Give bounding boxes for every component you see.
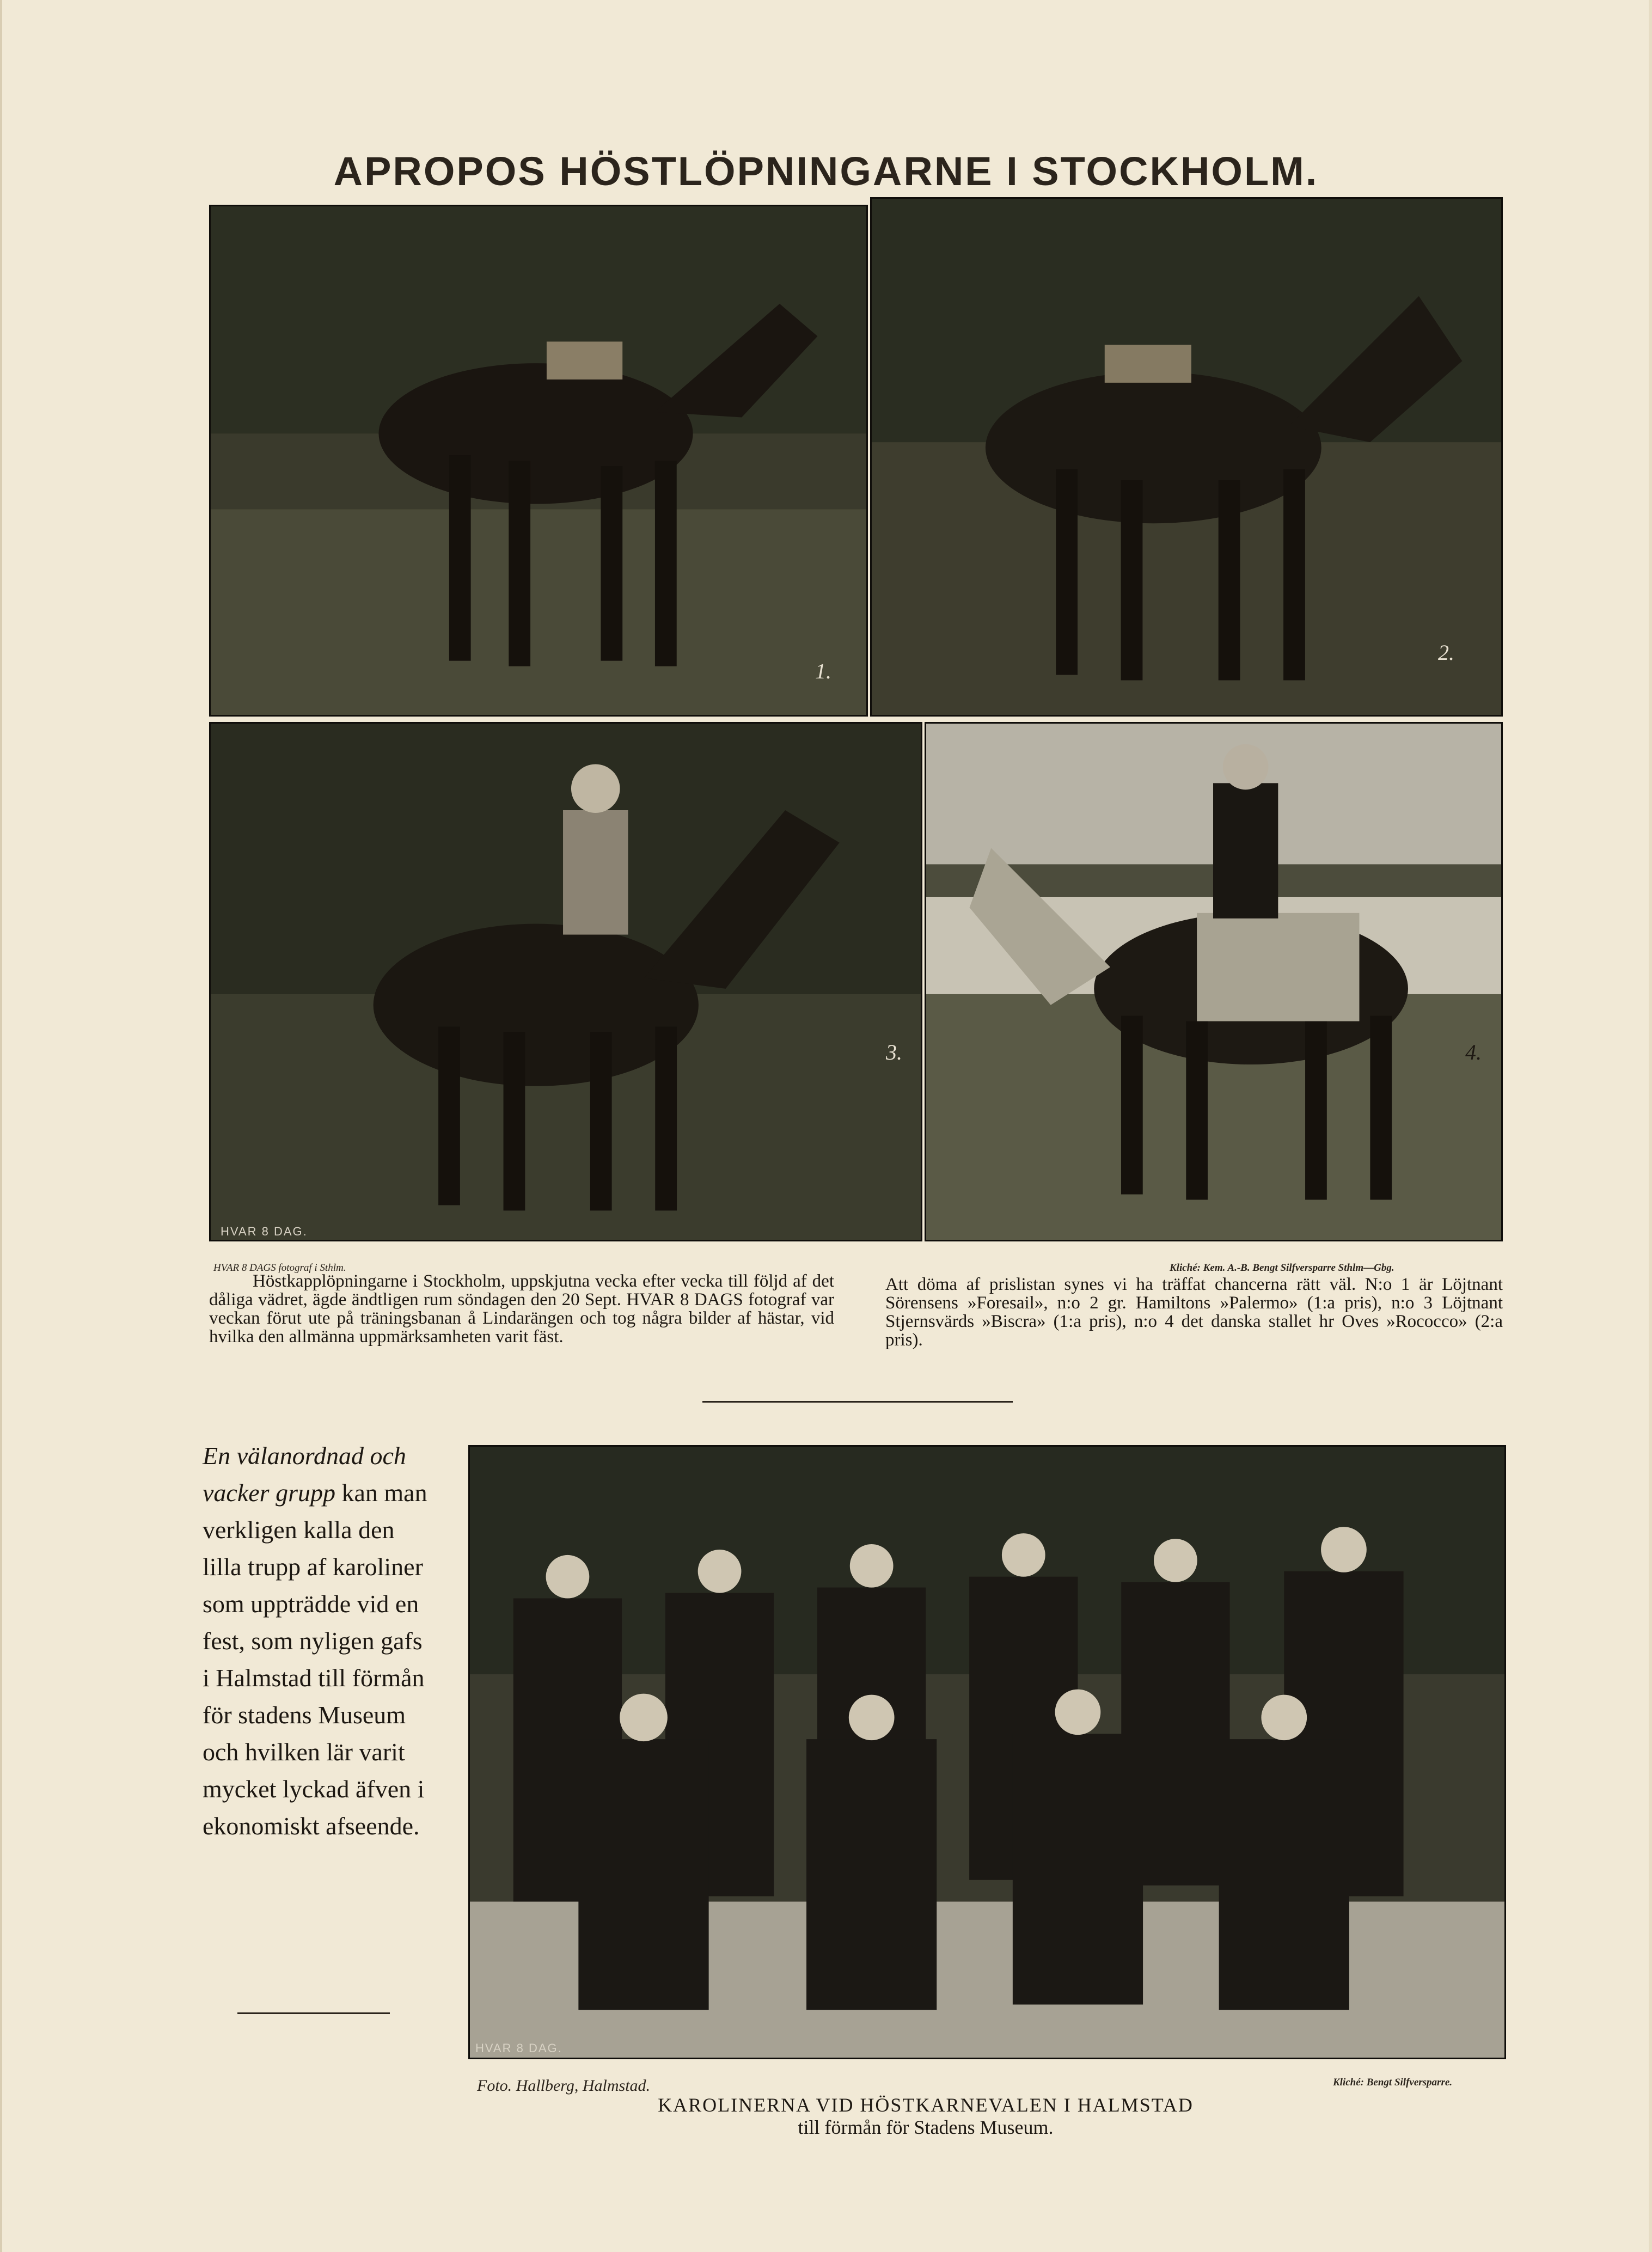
horse-3-illustration: [211, 724, 921, 1240]
section-divider: [702, 1401, 1013, 1403]
photo-number-4: 4.: [1465, 1040, 1482, 1064]
group-photo-cliche: Kliché: Bengt Silfversparre.: [1333, 2077, 1453, 2088]
credit-cliche: Kliché: Kem. A.-B. Bengt Silfversparre Sthlm—Gbg.: [1170, 1262, 1394, 1274]
photo-horse-1: [209, 205, 868, 717]
side-article: [203, 1437, 429, 1845]
credit-photographer: HVAR 8 DAGS fotograf i Sthlm.: [213, 1262, 346, 1274]
page-title: APROPOS HÖSTLÖPNINGARNE I STOCKHOLM.: [333, 148, 1319, 194]
photo-horse-4: [925, 722, 1503, 1241]
side-divider: [237, 2012, 390, 2014]
photo-watermark-hvar8dag: HVAR 8 DAG.: [221, 1225, 308, 1238]
side-article-lead: En välanordnad och vacker grupp: [203, 1442, 406, 1507]
photo-horse-2: [870, 197, 1503, 717]
caption-right: Att döma af prislistan synes vi ha träffat chancerna rätt väl. N:o 1 är Löjtnant Sörensens »Foresail», n:o 2 gr. Hamiltons »Palermo» (1:a pris), n:o 3 Löjtnant Stjernsvärds »Biscra» (1:a pris), n:o 4 det danska stallet hr Oves »Rococco» (2:a pris).: [885, 1275, 1503, 1350]
group-photo-credit: Foto. Hallberg, Halmstad.: [477, 2077, 651, 2095]
photo-number-1: 1.: [815, 659, 831, 683]
photo-horse-3: [209, 722, 922, 1241]
caption-left: Höstkapplöpningarne i Stockholm, uppskjutna vecka efter vecka till följd af det dåliga vädret, ägde ändtligen rum söndagen den 20 Sept. HVAR 8 DAGS fotograf var veckan förut ute på träningsbanan å Lindarängen och tog några bilder af hästar, vid hvilka den allmänna uppmärksamheten varit fäst.: [209, 1271, 834, 1347]
group-photo-watermark-hvar8dag: HVAR 8 DAG.: [475, 2041, 562, 2055]
side-article-body: kan man verkligen kalla den lilla trupp af karoliner som uppträdde vid en fest, som nyligen gafs i Halmstad till förmån för stadens Museum och hvilken lär varit mycket lyckad äfven i ekonomiskt afseende.: [203, 1479, 427, 1840]
photo-number-3: 3.: [886, 1040, 902, 1064]
group-photo-subtitle: till förmån för Stadens Museum.: [798, 2116, 1054, 2138]
horse-4-illustration: [926, 724, 1501, 1240]
group-photo-title: KAROLINERNA VID HÖSTKARNEVALEN I HALMSTAD: [658, 2094, 1194, 2116]
photo-karoliner-group: [468, 1445, 1506, 2059]
horse-2-illustration: [872, 199, 1501, 715]
karoliner-group-illustration: [470, 1447, 1504, 2058]
photo-number-2: 2.: [1438, 640, 1454, 665]
horse-1-illustration: [211, 206, 866, 715]
